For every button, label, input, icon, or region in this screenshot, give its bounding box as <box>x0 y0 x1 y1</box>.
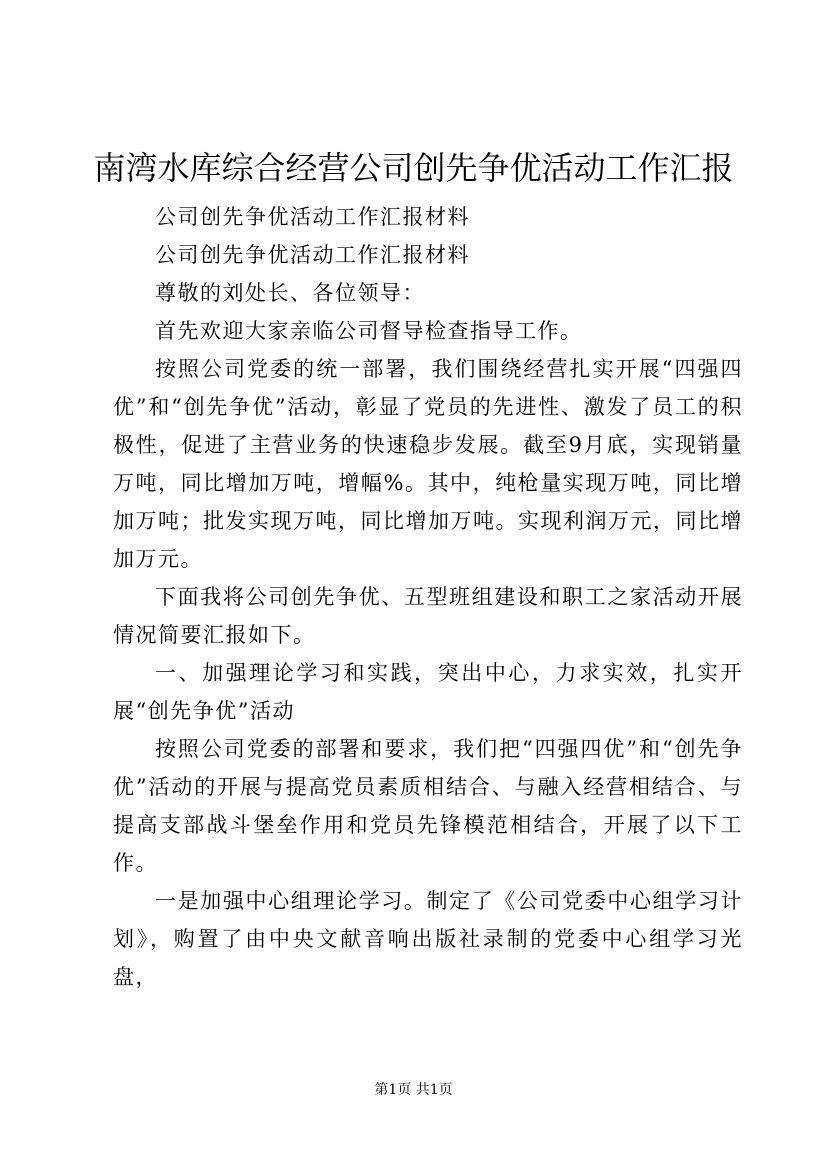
paragraph: 首先欢迎大家亲临公司督导检查指导工作。 <box>155 319 583 343</box>
paragraph: 一是加强中心组理论学习。制定了《公司党委中心组学习计划》，购置了由中央文献音响出版社录制的党委中心组学习光盘， <box>113 889 743 989</box>
paragraph: 尊敬的刘处长、各位领导： <box>155 281 425 305</box>
paragraph: 公司创先争优活动工作汇报材料 <box>155 243 470 267</box>
document-body <box>113 198 743 996</box>
paragraph: 按照公司党委的统一部署，我们围绕经营扎实开展“四强四优”和“创先争优”活动，彰显了党员的先进性、激发了员工的积极性，促进了主营业务的快速稳步发展。截至9月底，实现销量万吨，同比增加万吨，增幅%。其中，纯枪量实现万吨，同比增加万吨；批发实现万吨，同比增加万吨。实现利润万元，同比增加万元。 <box>113 357 743 571</box>
paragraph: 按照公司党委的部署和要求，我们把“四强四优”和“创先争优”活动的开展与提高党员素质相结合、与融入经营相结合、与提高支部战斗堡垒作用和党员先锋模范相结合，开展了以下工作。 <box>113 737 743 875</box>
paragraph: 公司创先争优活动工作汇报材料 <box>155 205 470 229</box>
paragraph: 下面我将公司创先争优、五型班组建设和职工之家活动开展情况简要汇报如下。 <box>113 585 743 647</box>
page-footer: 第1页 共1页 <box>374 1082 453 1098</box>
document-title: 南湾水库综合经营公司创先争优活动工作汇报 <box>93 149 734 187</box>
section-heading: 一、加强理论学习和实践，突出中心，力求实效，扎实开展“创先争优”活动 <box>113 661 743 723</box>
